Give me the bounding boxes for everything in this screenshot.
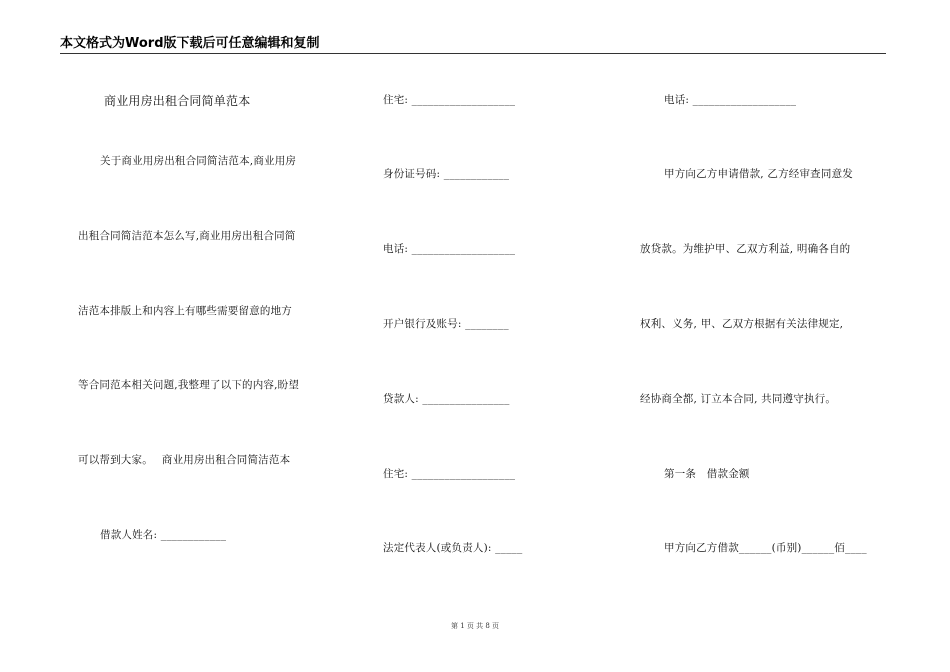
document-title: 商业用房出租合同简单范本: [104, 94, 251, 108]
page-number: 第 1 页 共 8 页: [450, 622, 500, 630]
text-line: 开户银行及账号: ________: [383, 318, 509, 330]
text-line: 甲方向乙方申请借款, 乙方经审查同意发: [664, 168, 853, 180]
text-line: 可以帮到大家。 商业用房出租合同简洁范本: [78, 454, 291, 466]
text-line: 借款人姓名: ____________: [100, 529, 227, 541]
text-line: 权利、义务, 甲、乙双方根据有关法律规定,: [640, 318, 844, 330]
text-line: 电话: ___________________: [383, 243, 516, 255]
text-line: 住宅: ___________________: [383, 468, 516, 480]
text-line: 放贷款。为维护甲、乙双方利益, 明确各自的: [640, 243, 851, 255]
text-line: 贷款人: ________________: [383, 393, 510, 405]
document-banner: 本文格式为Word版下载后可任意编辑和复制: [60, 36, 320, 51]
text-line: 电话: ___________________: [664, 94, 797, 106]
text-line: 关于商业用房出租合同简洁范本,商业用房: [100, 155, 297, 167]
banner-divider: [60, 53, 886, 54]
text-line: 经协商全都, 订立本合同, 共同遵守执行。: [640, 393, 837, 405]
section-heading: 第一条 借款金额: [664, 468, 750, 480]
text-line: 身份证号码: ____________: [383, 168, 510, 180]
text-line: 等合同范本相关问题,我整理了以下的内容,盼望: [78, 379, 300, 391]
text-line: 法定代表人(或负责人): _____: [383, 542, 523, 554]
text-line: 出租合同简洁范本怎么写,商业用房出租合同简: [78, 230, 296, 242]
text-line: 甲方向乙方借款______(币别)______佰____: [664, 542, 867, 554]
text-line: 住宅: ___________________: [383, 94, 516, 106]
text-line: 洁范本排版上和内容上有哪些需要留意的地方: [78, 305, 292, 317]
